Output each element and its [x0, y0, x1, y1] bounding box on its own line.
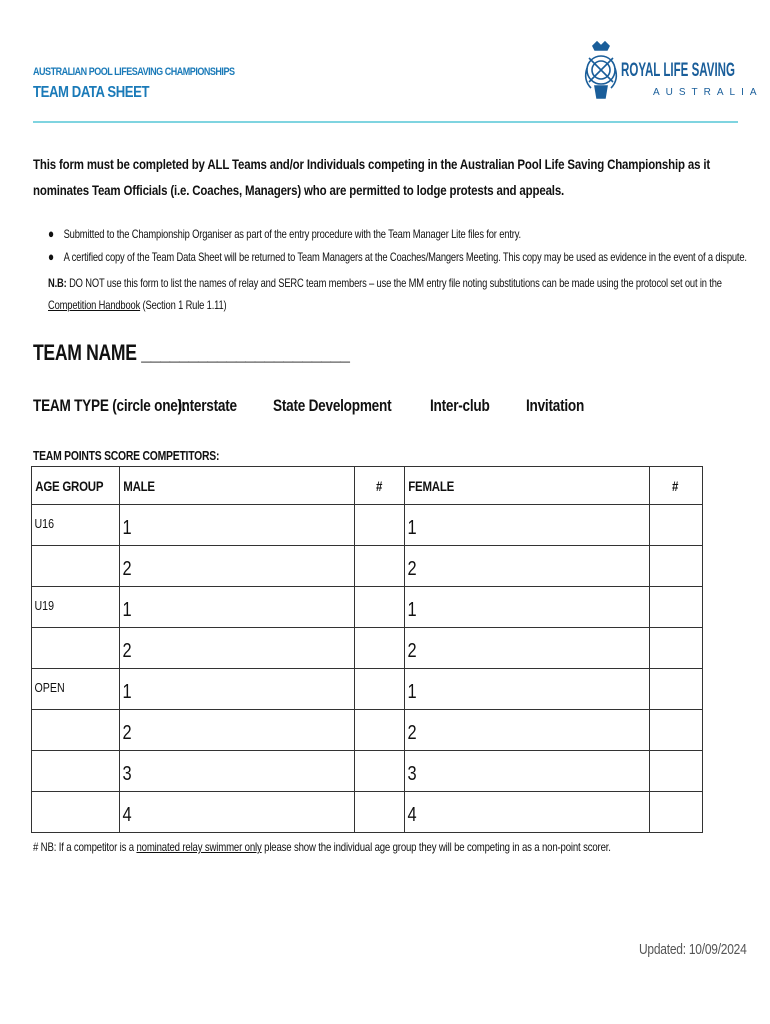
updated-date: Updated: 10/09/2024 [639, 941, 747, 958]
bullet-dot-icon: ● [48, 249, 54, 264]
female-name-cell[interactable]: 1 [404, 587, 649, 628]
female-number-cell[interactable] [649, 505, 702, 546]
male-number-cell[interactable] [354, 669, 404, 710]
footnote: # NB: If a competitor is a nominated relay swimmer only please show the individual age group they will be competing in as a non-point scorer. [33, 840, 611, 854]
col-male-number: # [354, 467, 404, 505]
age-group-cell [32, 546, 120, 587]
male-name-cell[interactable]: 2 [119, 710, 354, 751]
nominated-relay-swimmer-text: nominated relay swimmer only [136, 840, 262, 854]
competition-handbook-link[interactable]: Competition Handbook [48, 298, 141, 312]
team-type-option-state-development[interactable]: State Development [273, 396, 392, 415]
score-competitors-table [31, 466, 703, 833]
team-type-option-invitation[interactable]: Invitation [526, 396, 585, 415]
bullet-dot-icon: ● [48, 226, 54, 241]
svg-text:ROYAL LIFE SAVING: ROYAL LIFE SAVING [621, 60, 735, 81]
female-name-cell[interactable]: 1 [404, 669, 649, 710]
table-row [32, 792, 703, 833]
female-name-cell[interactable]: 4 [404, 792, 649, 833]
male-number-cell[interactable] [354, 587, 404, 628]
table-row [32, 546, 703, 587]
score-competitors-heading: TEAM POINTS SCORE COMPETITORS: [33, 448, 220, 463]
female-name-cell[interactable]: 2 [404, 710, 649, 751]
table-header-row [32, 467, 703, 505]
intro-paragraph: This form must be completed by ALL Teams and/or Individuals competing in the Australian Pool Life Saving Championship as it nominates Team Officials (i.e. Coaches, Managers) who are permitted to lodge protests and appeals. [33, 156, 711, 198]
male-name-cell[interactable]: 2 [119, 546, 354, 587]
col-female-number: # [649, 467, 702, 505]
female-number-cell[interactable] [649, 587, 702, 628]
age-group-cell: U16 [32, 505, 120, 546]
team-name-field[interactable]: TEAM NAME ______________________ [33, 340, 350, 365]
svg-text:AUSTRALIA: AUSTRALIA [653, 87, 763, 98]
male-number-cell[interactable] [354, 751, 404, 792]
table-row [32, 710, 703, 751]
female-number-cell[interactable] [649, 751, 702, 792]
male-name-cell[interactable]: 1 [119, 669, 354, 710]
female-number-cell[interactable] [649, 710, 702, 751]
col-female: FEMALE [404, 467, 649, 505]
female-number-cell[interactable] [649, 628, 702, 669]
table-row [32, 587, 703, 628]
document-title: TEAM DATA SHEET [33, 84, 150, 101]
male-name-cell[interactable]: 1 [119, 505, 354, 546]
male-number-cell[interactable] [354, 505, 404, 546]
age-group-cell: U19 [32, 587, 120, 628]
male-name-cell[interactable]: 3 [119, 751, 354, 792]
table-row [32, 628, 703, 669]
female-name-cell[interactable]: 1 [404, 505, 649, 546]
table-row [32, 505, 703, 546]
age-group-cell [32, 628, 120, 669]
col-male: MALE [119, 467, 354, 505]
table-row [32, 669, 703, 710]
bullet-item: ● Submitted to the Championship Organiser as part of the entry procedure with the Team Manager Lite files for entry. [48, 226, 521, 241]
nb-note: N.B: DO NOT use this form to list the names of relay and SERC team members – use the MM entry file noting substitutions can be made using the protocol set out in the Competition Handbook (Section 1 Rule 1.11) [48, 276, 722, 312]
male-number-cell[interactable] [354, 792, 404, 833]
age-group-cell [32, 751, 120, 792]
bullet-item: ● A certified copy of the Team Data Sheet will be returned to Team Managers at the Coaches/Mangers Meeting. This copy may be used as evidence in the event of a dispute. [48, 249, 747, 264]
royal-life-saving-logo [583, 40, 763, 104]
age-group-cell [32, 710, 120, 751]
female-number-cell[interactable] [649, 792, 702, 833]
female-name-cell[interactable]: 2 [404, 546, 649, 587]
team-type-row [33, 396, 733, 420]
male-name-cell[interactable]: 2 [119, 628, 354, 669]
team-type-option-interstate[interactable]: Interstate [178, 396, 237, 415]
male-number-cell[interactable] [354, 546, 404, 587]
org-heading: AUSTRALIAN POOL LIFESAVING CHAMPIONSHIPS [33, 66, 235, 78]
age-group-cell: OPEN [32, 669, 120, 710]
col-age-group: AGE GROUP [32, 467, 120, 505]
female-name-cell[interactable]: 2 [404, 628, 649, 669]
male-number-cell[interactable] [354, 710, 404, 751]
team-type-label: TEAM TYPE (circle one): [33, 396, 187, 415]
table-row [32, 751, 703, 792]
male-name-cell[interactable]: 1 [119, 587, 354, 628]
male-name-cell[interactable]: 4 [119, 792, 354, 833]
male-number-cell[interactable] [354, 628, 404, 669]
female-number-cell[interactable] [649, 546, 702, 587]
header-divider [33, 121, 738, 123]
female-number-cell[interactable] [649, 669, 702, 710]
age-group-cell [32, 792, 120, 833]
female-name-cell[interactable]: 3 [404, 751, 649, 792]
team-type-option-inter-club[interactable]: Inter-club [430, 396, 490, 415]
nb-label: N.B: [48, 276, 67, 290]
